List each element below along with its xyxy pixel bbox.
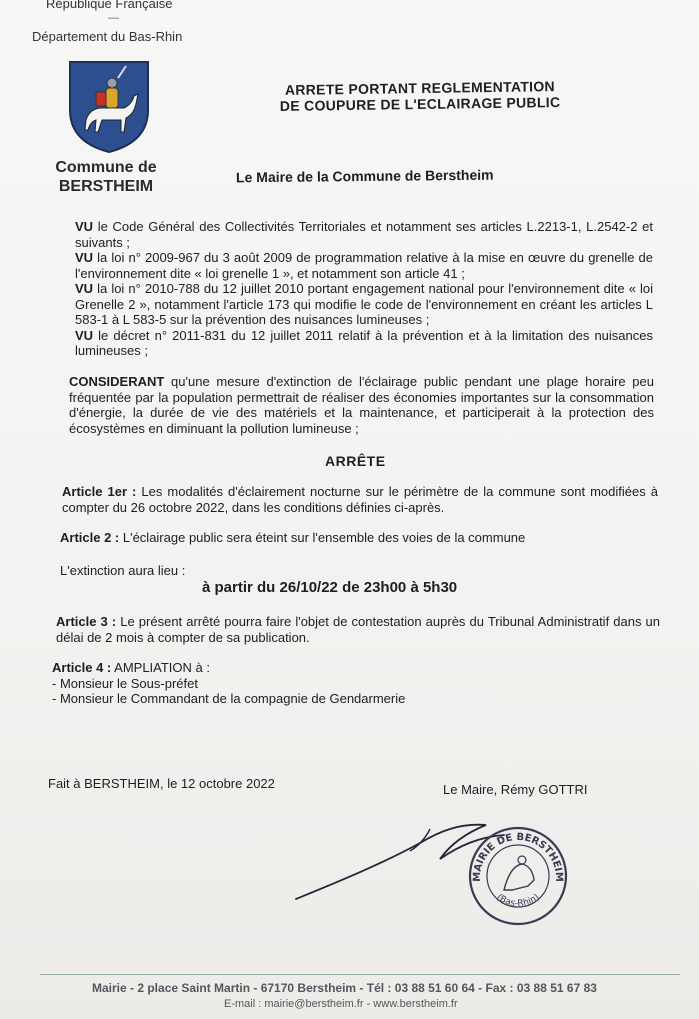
arrete-heading: ARRÊTE	[325, 453, 386, 469]
article-4-text: AMPLIATION à :	[111, 660, 210, 675]
ampliation-item: - Monsieur le Sous-préfet	[52, 675, 198, 691]
vu-item	[75, 250, 653, 281]
vu-text: la loi n° 2010-788 du 12 juillet 2010 portant engagement national pour l'environnement dite « loi Grenelle 2 », notamment l'article 173 qui modifie le code de l'environnement en créant les articles L 583-1 à L 583-5 sur la prévention des nuisances lumineuses ;	[75, 281, 653, 327]
article-2-keyword: Article 2 :	[60, 530, 120, 545]
document-title	[250, 78, 590, 115]
signature-name: Le Maire, Rémy GOTTRI	[443, 782, 588, 797]
extinction-label: L'extinction aura lieu :	[60, 563, 186, 578]
article-1-text: Les modalités d'éclairement nocturne sur le périmètre de la commune sont modifiées à compter du 26 octobre 2022, dans les conditions définies ci-après.	[62, 484, 658, 515]
header-divider: —	[108, 12, 119, 24]
considerant-text: qu'une mesure d'extinction de l'éclairage public pendant une plage horaire peu fréquentée par la population permettrait de réaliser des économies importantes sur la consommation d'énergie, la durée de vie des matériels et la maintenance, et participerait à la protection des écosystèmes en diminuant la pollution lumineuse ;	[69, 374, 654, 436]
vu-block	[75, 219, 653, 359]
title-line1: ARRETE PORTANT REGLEMENTATION	[284, 78, 556, 98]
commune-crest-icon	[66, 58, 152, 154]
vu-text: le Code Général des Collectivités Territoriales et notamment ses articles L.2213-1, L.2542-2 et suivants ;	[75, 219, 653, 250]
footer-divider	[40, 974, 680, 975]
seal-bottom-text: (Bas-Rhin)	[494, 892, 542, 910]
vu-item	[75, 219, 653, 250]
vu-keyword: VU	[75, 281, 94, 296]
vu-keyword: VU	[75, 250, 94, 265]
commune-line2: BERSTHEIM	[58, 178, 154, 195]
vu-item	[75, 328, 653, 359]
article-2	[60, 530, 660, 546]
considerant-paragraph	[69, 374, 654, 436]
commune-line1: Commune de	[55, 159, 157, 176]
title-line2: DE COUPURE DE L'ECLAIRAGE PUBLIC	[279, 94, 561, 114]
article-2-text: L'éclairage public sera éteint sur l'ensemble des voies de la commune	[119, 530, 526, 545]
extinction-time: à partir du 26/10/22 de 23h00 à 5h30	[202, 579, 458, 596]
article-3-text: Le présent arrêté pourra faire l'objet de contestation auprès du Tribunal Administratif dans un délai de 2 mois à compter de sa publication.	[56, 614, 660, 645]
article-3-keyword: Article 3 :	[56, 614, 117, 629]
vu-text: la loi n° 2009-967 du 3 août 2009 de programmation relative à la mise en œuvre du grenelle de l'environnement dite « loi grenelle 1 », et notamment son article 41 ;	[75, 250, 653, 281]
svg-text:(Bas-Rhin)	[494, 893, 541, 910]
departement-label: Département du Bas-Rhin	[32, 29, 183, 44]
vu-item	[75, 281, 653, 328]
article-3	[56, 614, 660, 645]
mairie-seal-icon	[466, 824, 570, 928]
article-1	[62, 484, 658, 515]
republique-label: République Française	[46, 0, 173, 11]
seal-top-text: MAIRIE DE BERSTHEIM	[471, 831, 565, 882]
vu-text: le décret n° 2011-831 du 12 juillet 2011 relatif à la prévention et à la limitation des nuisances lumineuses ;	[75, 327, 653, 358]
footer-address: Mairie - 2 place Saint Martin - 67170 Berstheim - Tél : 03 88 51 60 64 - Fax : 03 88 51 67 83	[92, 981, 597, 995]
footer-contact: E-mail : mairie@berstheim.fr - www.berstheim.fr	[224, 998, 458, 1010]
commune-name	[40, 158, 172, 196]
ampliation-item: - Monsieur le Commandant de la compagnie de Gendarmerie	[52, 691, 406, 706]
vu-keyword: VU	[75, 219, 94, 234]
fait-a-line: Fait à BERSTHEIM, le 12 octobre 2022	[48, 776, 275, 791]
article-4	[52, 660, 652, 707]
maire-heading: Le Maire de la Commune de Berstheim	[235, 166, 494, 186]
article-1-keyword: Article 1er :	[62, 484, 137, 499]
vu-keyword: VU	[75, 327, 94, 343]
considerant-keyword: CONSIDERANT	[69, 374, 165, 389]
article-4-keyword: Article 4 :	[52, 660, 112, 675]
